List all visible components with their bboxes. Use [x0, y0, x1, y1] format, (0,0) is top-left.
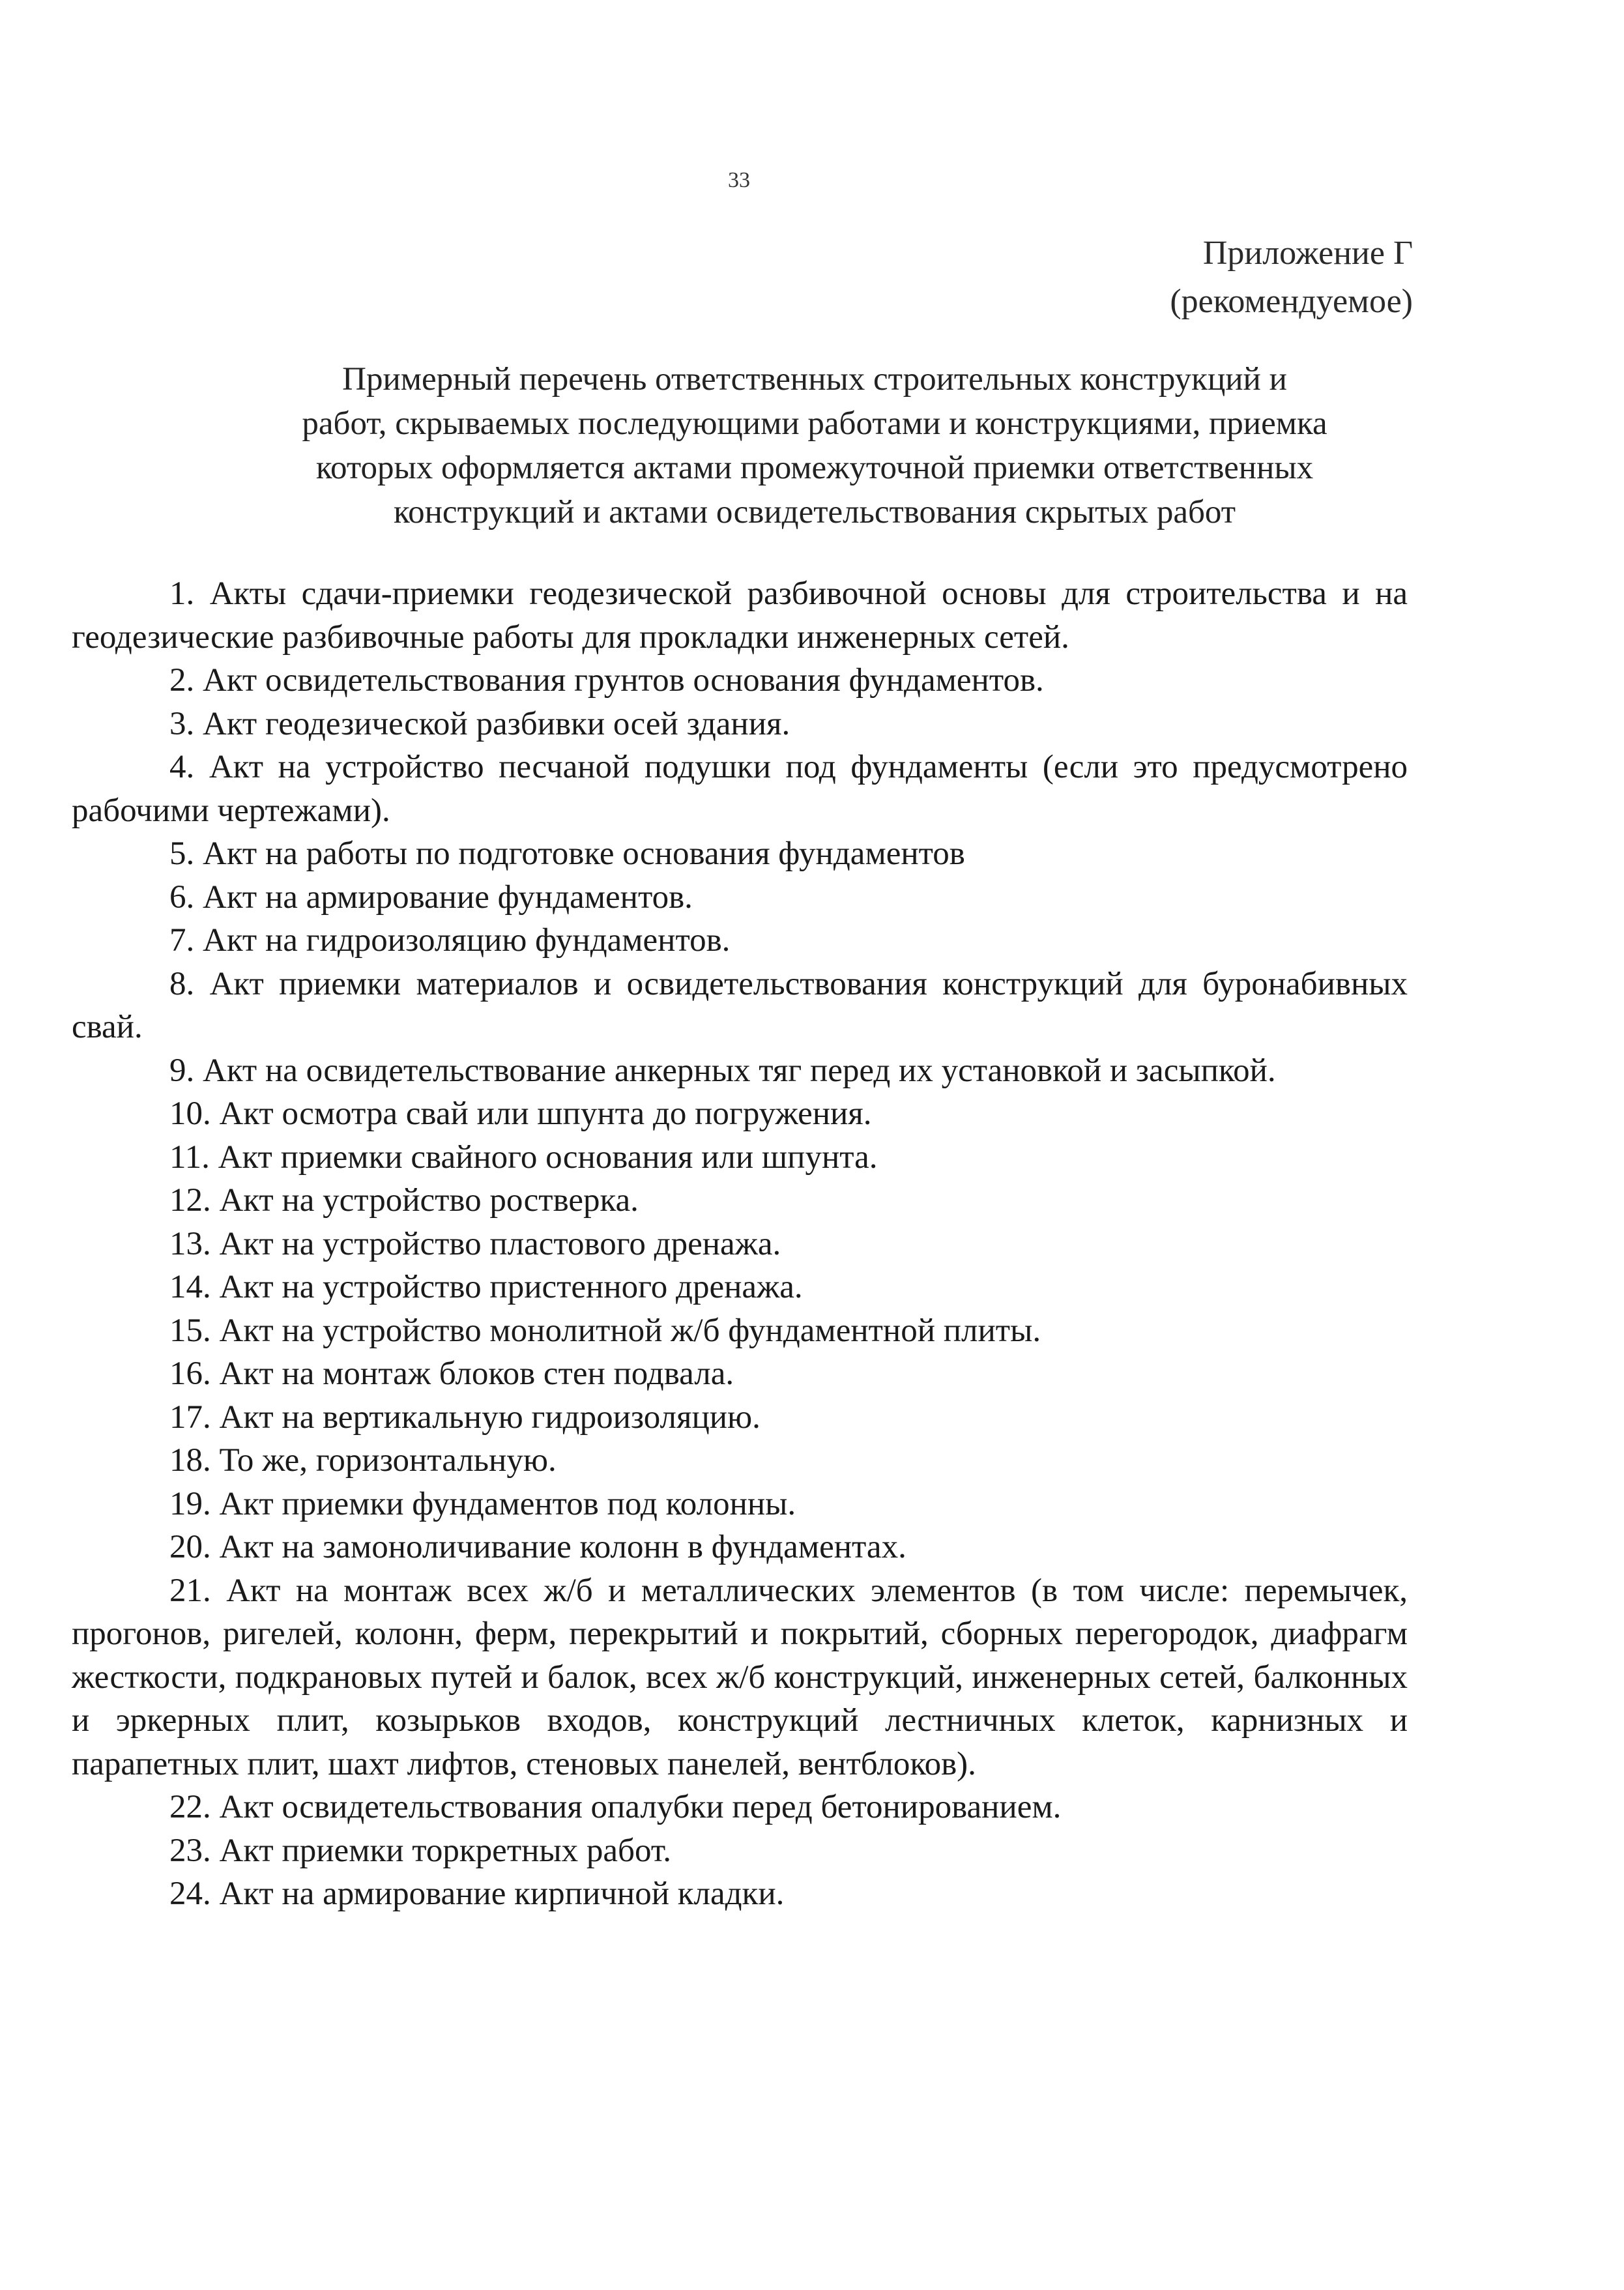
list-item [72, 1829, 1408, 1873]
item-number: 15. [169, 1312, 211, 1349]
list-item [72, 1352, 1408, 1396]
item-text: Акт на монтаж блоков стен подвала. [219, 1355, 734, 1392]
item-number: 22. [169, 1789, 211, 1825]
item-number: 20. [169, 1529, 211, 1565]
item-number: 24. [169, 1876, 211, 1912]
item-text: Акт приемки материалов и освидетельствования конструкций для буронабивных свай. [72, 965, 1408, 1045]
list-item [72, 876, 1408, 920]
item-number: 21. [169, 1572, 211, 1609]
list-item [72, 1526, 1408, 1569]
item-text: Акт на устройство песчаной подушки под фундаменты (если это предусмотрено рабочими чертежами). [72, 749, 1408, 829]
item-number: 1. [169, 575, 195, 612]
item-number: 10. [169, 1095, 211, 1132]
acts-list [72, 572, 1408, 1916]
item-text: Акт на замоноличивание колонн в фундаментах. [219, 1529, 906, 1565]
item-text: Акт на устройство пластового дренажа. [219, 1225, 781, 1262]
list-item [72, 919, 1408, 963]
item-number: 6. [169, 878, 195, 916]
title-line: Примерный перечень ответственных строительных конструкций и [342, 361, 1287, 398]
list-item [72, 1136, 1408, 1180]
item-text: Акт освидетельствования грунтов основания фундаментов. [203, 662, 1044, 699]
list-item [72, 832, 1408, 876]
list-item [72, 659, 1408, 703]
item-number: 23. [169, 1832, 211, 1869]
item-number: 2. [169, 662, 195, 699]
item-number: 8. [169, 965, 195, 1002]
list-item [72, 1396, 1408, 1440]
item-text: Акт на работы по подготовке основания фундаментов [203, 835, 965, 872]
title-line: которых оформляется актами промежуточной приемки ответственных [315, 450, 1314, 486]
appendix-note: (рекомендуемое) [1170, 283, 1413, 320]
appendix-header [1170, 229, 1413, 326]
page-number: 33 [728, 168, 750, 192]
item-text: Акт на устройство пристенного дренажа. [219, 1269, 803, 1305]
item-text: Акты сдачи-приемки геодезической разбивочной основы для строительства и на геодезические разбивочные работы для прокладки инженерных сетей. [72, 575, 1408, 656]
item-text: Акт на армирование фундаментов. [203, 878, 693, 916]
list-item [72, 1786, 1408, 1829]
document-title [104, 357, 1525, 534]
list-item [72, 1569, 1408, 1786]
item-text: Акт приемки фундаментов под колонны. [219, 1485, 796, 1522]
item-number: 18. [169, 1442, 211, 1479]
list-item [72, 1049, 1408, 1093]
item-text: Акт освидетельствования опалубки перед бетонированием. [219, 1789, 1062, 1825]
item-text: Акт на устройство монолитной ж/б фундаментной плиты. [219, 1312, 1041, 1349]
list-item [72, 1179, 1408, 1223]
list-item [72, 1092, 1408, 1136]
item-text: Акт приемки торкретных работ. [219, 1832, 672, 1869]
item-text: Акт приемки свайного основания или шпунта. [218, 1138, 878, 1176]
item-number: 17. [169, 1399, 211, 1436]
item-number: 14. [169, 1269, 211, 1305]
item-number: 7. [169, 922, 195, 959]
item-number: 5. [169, 835, 195, 872]
item-number: 16. [169, 1355, 211, 1392]
item-text: Акт на монтаж всех ж/б и металлических элементов (в том числе: перемычек, прогонов, ригелей, колонн, ферм, перекрытий и покрытий, сборных перегородок, диафрагм жесткости, подкрановых путей и балок, всех ж/б конструкций, инженерных сетей, балконных и эркерных плит, козырьков входов, конструкций лестничных клеток, карнизных и парапетных плит, шахт лифтов, стеновых панелей, вентблоков). [72, 1572, 1408, 1782]
list-item [72, 703, 1408, 746]
list-item [72, 1266, 1408, 1309]
list-item [72, 1483, 1408, 1526]
item-number: 12. [169, 1182, 211, 1219]
item-text: Акт на освидетельствование анкерных тяг перед их установкой и засыпкой. [203, 1052, 1276, 1089]
item-text: Акт на вертикальную гидроизоляцию. [219, 1399, 761, 1436]
item-number: 11. [169, 1138, 210, 1176]
list-item [72, 572, 1408, 659]
list-item [72, 1223, 1408, 1266]
list-item [72, 1439, 1408, 1483]
title-line: работ, скрываемых последующими работами и конструкциями, приемка [302, 405, 1327, 442]
list-item [72, 746, 1408, 832]
item-number: 4. [169, 749, 195, 785]
item-text: Акт на устройство ростверка. [219, 1182, 639, 1219]
list-item [72, 1872, 1408, 1916]
title-line: конструкций и актами освидетельствования скрытых работ [393, 494, 1236, 530]
item-number: 9. [169, 1052, 195, 1089]
list-item [72, 1309, 1408, 1353]
item-number: 13. [169, 1225, 211, 1262]
list-item [72, 963, 1408, 1049]
item-text: Акт на гидроизоляцию фундаментов. [203, 922, 731, 959]
item-number: 3. [169, 705, 195, 742]
appendix-label: Приложение Г [1202, 235, 1413, 272]
item-text: Акт осмотра свай или шпунта до погружения. [219, 1095, 872, 1132]
item-text: Акт геодезической разбивки осей здания. [203, 705, 790, 742]
item-number: 19. [169, 1485, 211, 1522]
item-text: То же, горизонтальную. [219, 1442, 557, 1479]
item-text: Акт на армирование кирпичной кладки. [219, 1876, 785, 1912]
